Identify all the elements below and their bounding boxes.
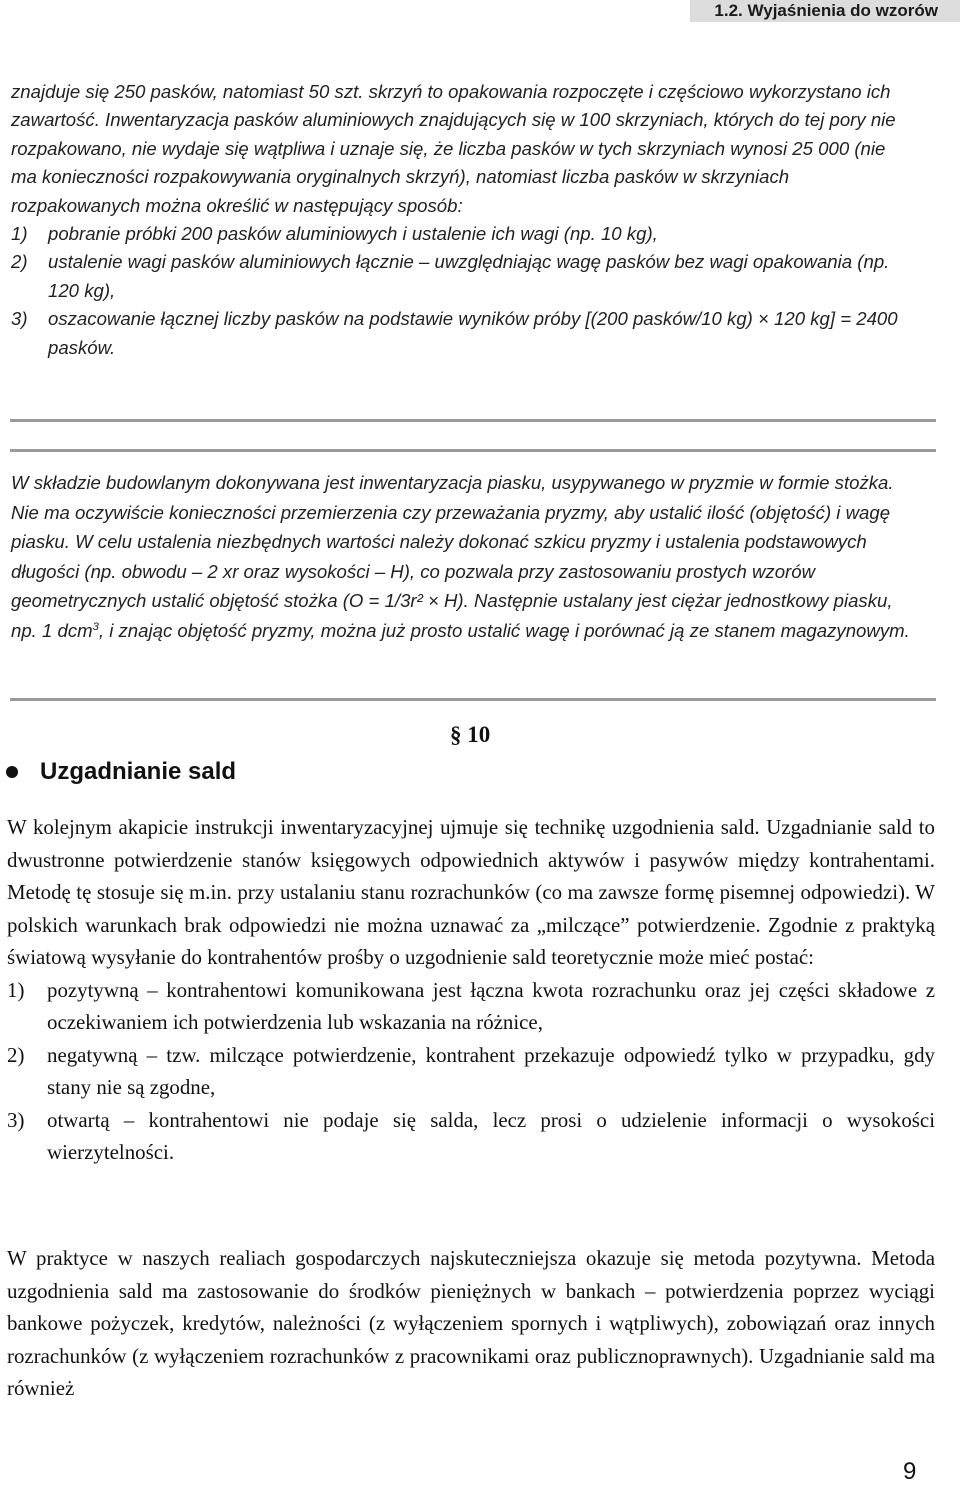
sand-example-paragraph: W składzie budowlanym dokonywana jest inwentaryzacja piasku, usypywanego w pryzmie w formie stożka. Nie ma oczywiście konieczności przemierzenia czy przeważania pryzmy, aby ustalić ilość (objętość) i wagę piasku. W celu ustalenia niezbędnych wartości należy dokonać szkicu pryzmy i ustalenia podstawowych długości (np. obwodu – 2 xr oraz wysokości – H), co pozwala przy zastosowaniu prostych wzorów geometrycznych ustalić objętość stożka (O = 1/3r² × H). Następnie ustalany jest ciężar jednostkowy piasku, np. 1 dcm$^3$, i znając objętość pryzmy, można już prosto ustalić wagę i porównać ją ze stanem magazynowym. [11,472,910,641]
list-item: 3) otwartą – kontrahentowi nie podaje się salda, lecz prosi o udzielenie informacji o wysokości wierzytelności. [7,1107,935,1164]
closing-paragraph: W praktyce w naszych realiach gospodarczych najskuteczniejsza okazuje się metoda pozytywna. Metoda uzgodnienia sald ma zastosowanie do środków pieniężnych w bankach – potwierdzenia poprzez wyciągi bankowe pożyczek, kredytów, należności (z wyłączeniem spornych i wątpliwych), zobowiązań oraz innych rozrachunków (z wyłączeniem rozrachunków z pracownikami oraz publicznoprawnych). Uzgadnianie sald ma również [7,1246,935,1400]
sampling-steps-list [11,220,916,362]
section-intro-paragraph: W kolejnym akapicie instrukcji inwentaryzacyjnej ujmuje się technikę uzgodnienia sald. Uzgadnianie sald to dwustronne potwierdzenie stanów księgowych odpowiednich aktywów i pasywów między kontrahentami. Metodę tę stosuje się m.in. przy ustalaniu stanu rozrachunków (co ma zawsze formę pisemnej odpowiedzi). W polskich warunkach brak odpowiedzi nie można uznawać za „milczące” potwierdzenie. Zgodnie z praktyką światową wysyłanie do kontrahentów prośby o uzgodnienie sald teoretycznie może mieć postać: [7,815,935,969]
confirmation-forms-list [7,974,935,1169]
list-item: 2) ustalenie wagi pasków aluminiowych łącznie – uwzględniając wagę pasków bez wagi opakowania (np. 120 kg), [11,251,890,301]
bullet-icon [6,766,18,778]
running-header-title: 1.2. Wyjaśnienia do wzorów [714,1,938,20]
section-title-text: Uzgadnianie sald [40,758,237,785]
divider-rule [10,698,936,701]
sand-example-block [11,468,911,646]
list-item: 1) pozytywną – kontrahentowi komunikowana jest łączna kwota rozrachunku oraz jej części składowe z oczekiwaniem ich potwierdzenia lub wskazania na różnice, [7,977,935,1034]
italic-example-block [11,78,916,362]
paragraph-number: § 10 [450,722,491,747]
italic-intro-paragraph: znajduje się 250 pasków, natomiast 50 szt. skrzyń to opakowania rozpoczęte i częściowo wykorzystano ich zawartość. Inwentaryzacja pasków aluminiowych znajdujących się w 100 skrzyniach, których do tej pory nie rozpakowano, nie wydaje się wątpliwa i uznaje się, że liczba pasków w tych skrzyniach wynosi 25 000 (nie ma konieczności rozpakowywania oryginalnych skrzyń), natomiast liczba pasków w skrzyniach rozpakowanych można określić w następujący sposób: [11,81,896,216]
page-number: 9 [903,1458,917,1485]
section-heading [6,758,236,786]
section-body [7,811,935,1169]
list-item: 1) pobranie próbki 200 pasków aluminiowych i ustalenie ich wagi (np. 10 kg), [11,223,658,245]
list-item: 2) negatywną – tzw. milczące potwierdzenie, kontrahent przekazuje odpowiedź tylko w przypadku, gdy stany nie są zgodne, [7,1042,935,1099]
divider-rule [10,449,936,452]
list-item: 3) oszacowanie łącznej liczby pasków na podstawie wyników próby [(200 pasków/10 kg) × 120 kg] = 2400 pasków. [11,308,898,358]
divider-rule [10,419,936,422]
running-header [690,0,960,22]
section-closing [7,1242,935,1405]
